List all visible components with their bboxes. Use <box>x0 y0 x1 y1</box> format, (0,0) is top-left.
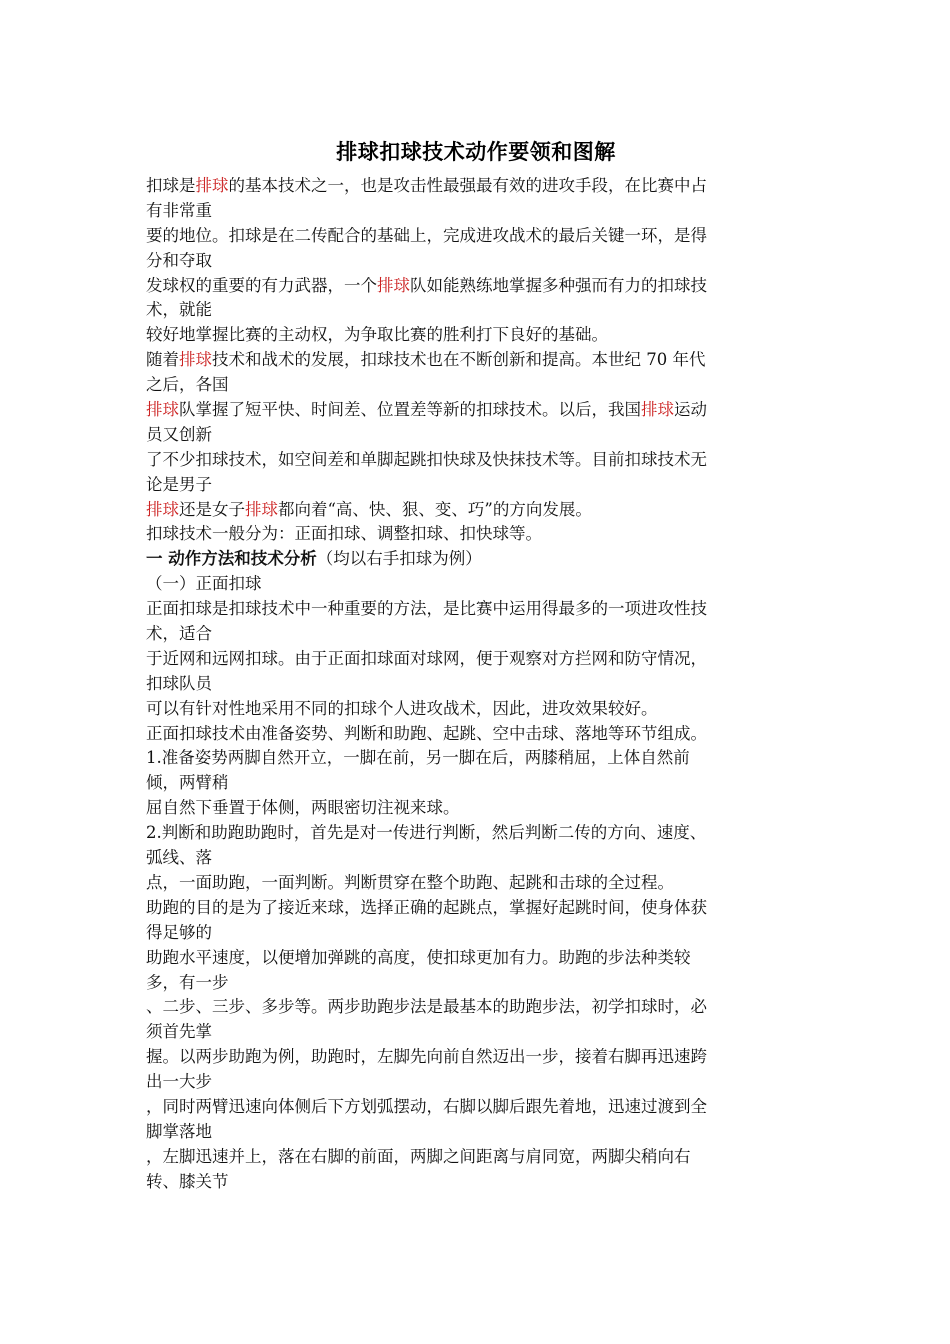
text-run: 随着 <box>146 350 179 370</box>
body-line <box>146 622 806 647</box>
document-body <box>146 174 806 1195</box>
text-run: （一）正面扣球 <box>146 574 262 594</box>
body-line <box>146 224 806 249</box>
text-run: 术，就能 <box>146 300 212 320</box>
highlight-link-text: 排球 <box>179 350 212 370</box>
text-run: 助跑的目的是为了接近来球，选择正确的起跳点，掌握好起跳时间，使身体获 <box>146 897 707 917</box>
text-run: 2.判断和助跑助跑时，首先是对一传进行判断，然后判断二传的方向、速度、 <box>146 823 707 843</box>
body-line <box>146 249 806 274</box>
body-line <box>146 274 806 299</box>
text-run: 的基本技术之一，也是攻击性最强最有效的进攻手段，在比赛中占 <box>228 176 707 195</box>
section-heading: 一 动作方法和技术分析 <box>146 549 317 569</box>
body-line <box>146 398 806 423</box>
text-run: 正面扣球技术由准备姿势、判断和助跑、起跳、空中击球、落地等环节组成。 <box>146 723 707 743</box>
text-run: 须首先掌 <box>146 1022 212 1042</box>
body-line <box>146 174 806 199</box>
text-run: 技术和战术的发展，扣球技术也在不断创新和提高。本世纪 70 年代 <box>212 350 706 370</box>
text-run: 点，一面助跑，一面判断。判断贯穿在整个助跑、起跳和击球的全过程。 <box>146 872 674 892</box>
body-line <box>146 896 806 921</box>
text-run: 发球权的重要的有力武器，一个 <box>146 275 377 295</box>
text-run: 还是女子 <box>179 499 245 519</box>
text-run: 握。以两步助跑为例，助跑时，左脚先向前自然迈出一步，接着右脚再迅速跨 <box>146 1047 707 1067</box>
body-line <box>146 697 806 722</box>
text-run: ，左脚迅速并上，落在右脚的前面，两脚之间距离与肩同宽，两脚尖稍向右 <box>146 1146 691 1166</box>
body-line <box>146 1170 806 1195</box>
text-run: 都向着“高、快、狠、变、巧”的方向发展。 <box>278 499 592 519</box>
text-run: 扣球队员 <box>146 673 212 693</box>
body-line <box>146 796 806 821</box>
text-run: 有非常重 <box>146 200 212 220</box>
highlight-link-text: 排球 <box>377 275 410 295</box>
text-run: 出一大步 <box>146 1072 212 1092</box>
body-line <box>146 1070 806 1095</box>
text-run: 了不少扣球技术，如空间差和单脚起跳扣快球及快抹技术等。目前扣球技术无 <box>146 449 707 469</box>
highlight-link-text: 排球 <box>195 176 229 195</box>
text-run: 屈自然下垂置于体侧，两眼密切注视来球。 <box>146 798 460 818</box>
text-run: 得足够的 <box>146 922 212 942</box>
body-line <box>146 846 806 871</box>
body-line <box>146 448 806 473</box>
highlight-link-text: 排球 <box>245 499 278 519</box>
text-run: 之后，各国 <box>146 375 229 395</box>
text-run: 于近网和远网扣球。由于正面扣球面对球网，便于观察对方拦网和防守情况， <box>146 648 707 668</box>
text-run: 倾，两臂稍 <box>146 773 229 793</box>
text-run: 队如能熟练地掌握多种强而有力的扣球技 <box>410 275 707 295</box>
body-line <box>146 946 806 971</box>
body-line <box>146 921 806 946</box>
body-line <box>146 722 806 747</box>
body-line <box>146 547 806 572</box>
body-line <box>146 1095 806 1120</box>
text-run: 扣球技术一般分为：正面扣球、调整扣球、扣快球等。 <box>146 524 542 544</box>
body-line <box>146 1045 806 1070</box>
document-title: 排球扣球技术动作要领和图解 <box>336 140 616 164</box>
text-run: 论是男子 <box>146 474 212 494</box>
text-run: 术，适合 <box>146 624 212 644</box>
body-line <box>146 323 806 348</box>
body-line <box>146 199 806 224</box>
text-run: （均以右手扣球为例） <box>316 549 482 569</box>
body-line <box>146 373 806 398</box>
text-run: 弧线、落 <box>146 848 212 868</box>
body-line <box>146 995 806 1020</box>
text-run: 多，有一步 <box>146 972 229 992</box>
body-line <box>146 572 806 597</box>
body-line <box>146 1145 806 1170</box>
text-run: 扣球是 <box>146 176 196 195</box>
body-line <box>146 672 806 697</box>
body-line <box>146 1120 806 1145</box>
body-line <box>146 746 806 771</box>
highlight-link-text: 排球 <box>146 499 179 519</box>
text-run: 较好地掌握比赛的主动权，为争取比赛的胜利打下良好的基础。 <box>146 325 608 345</box>
body-line <box>146 771 806 796</box>
text-run: 转、膝关节 <box>146 1171 229 1191</box>
body-line <box>146 423 806 448</box>
text-run: 脚掌落地 <box>146 1121 212 1141</box>
text-run: 分和夺取 <box>146 250 212 270</box>
highlight-link-text: 排球 <box>146 400 179 420</box>
text-run: 员又创新 <box>146 424 212 444</box>
body-line <box>146 348 806 373</box>
highlight-link-text: 排球 <box>641 400 674 420</box>
body-line <box>146 597 806 622</box>
body-line <box>146 298 806 323</box>
text-run: 要的地位。扣球是在二传配合的基础上，完成进攻战术的最后关键一环，是得 <box>146 225 707 245</box>
body-line <box>146 647 806 672</box>
text-run: 运动 <box>674 400 707 420</box>
body-line <box>146 871 806 896</box>
text-run: 助跑水平速度，以便增加弹跳的高度，使扣球更加有力。助跑的步法种类较 <box>146 947 691 967</box>
text-run: 1.准备姿势两脚自然开立，一脚在前，另一脚在后，两膝稍屈，上体自然前 <box>146 748 690 768</box>
body-line <box>146 522 806 547</box>
text-run: 队掌握了短平快、时间差、位置差等新的扣球技术。以后，我国 <box>179 400 641 420</box>
body-line <box>146 971 806 996</box>
text-run: 正面扣球是扣球技术中一种重要的方法，是比赛中运用得最多的一项进攻性技 <box>146 599 707 619</box>
body-line <box>146 498 806 523</box>
text-run: 可以有针对性地采用不同的扣球个人进攻战术，因此，进攻效果较好。 <box>146 698 658 718</box>
text-run: ，同时两臂迅速向体侧后下方划弧摆动，右脚以脚后跟先着地，迅速过渡到全 <box>146 1096 707 1116</box>
body-line <box>146 821 806 846</box>
text-run: 、二步、三步、多步等。两步助跑步法是最基本的助跑步法，初学扣球时，必 <box>146 997 707 1017</box>
body-line <box>146 473 806 498</box>
body-line <box>146 1020 806 1045</box>
document-page <box>146 136 806 1195</box>
